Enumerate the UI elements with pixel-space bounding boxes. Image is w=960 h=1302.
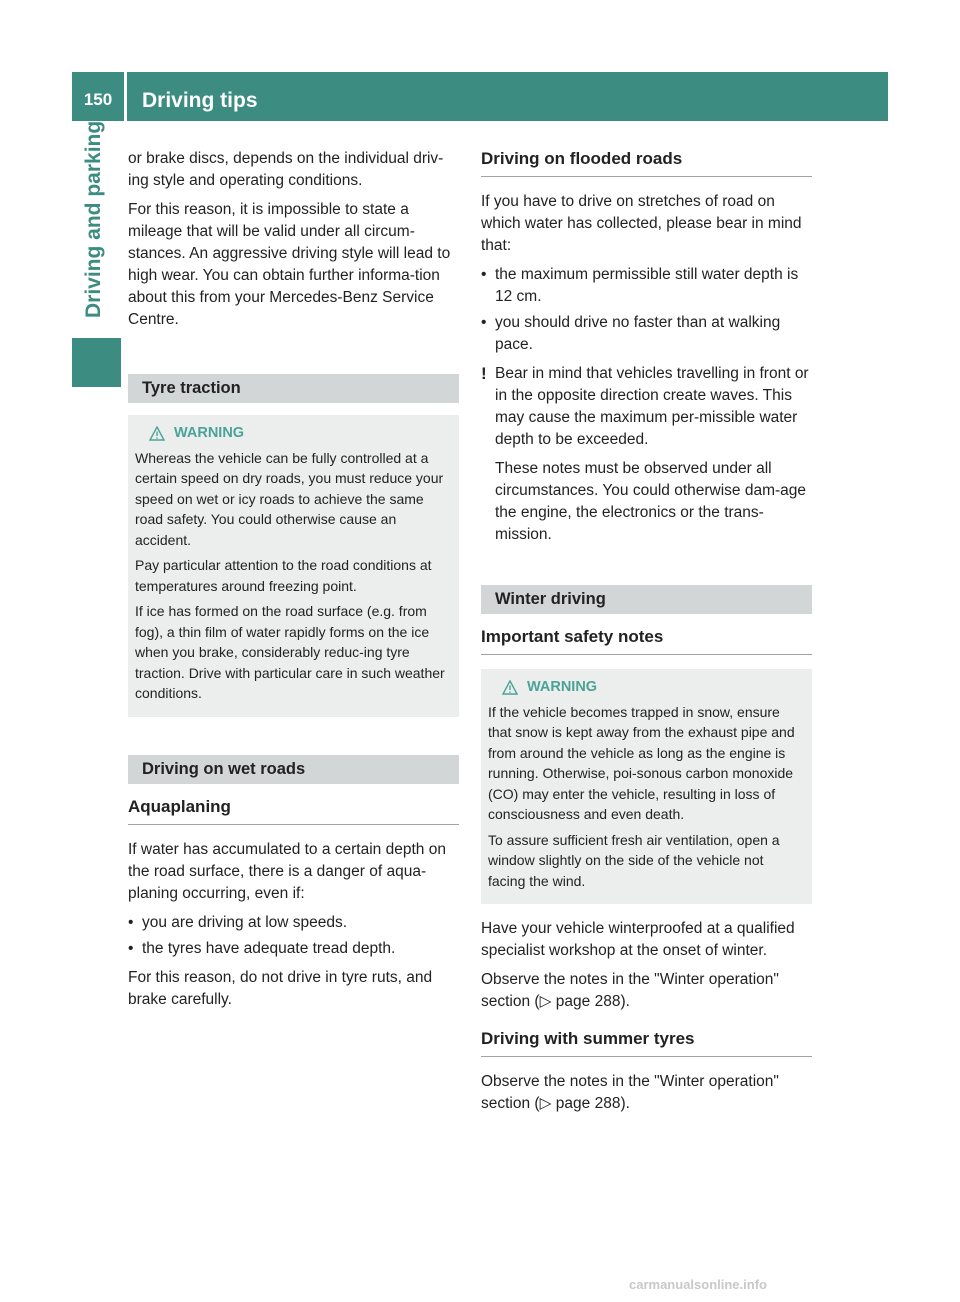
note-text: Bear in mind that vehicles travelling in front or in the opposite direction create waves. This may cause the maximum per-missible water depth to be exceeded.: [495, 365, 809, 448]
left-column: [128, 148, 459, 1018]
section-heading-wet-roads: Driving on wet roads: [128, 755, 459, 784]
warning-text: If ice has formed on the road surface (e.g. from fog), a thin film of water rapidly forms on the ice when you brake, considerably reduc-ing tyre traction. Drive with particular care in such weather conditions.: [135, 603, 445, 701]
list-item: • the maximum permissible still water depth is 12 cm.: [481, 264, 812, 308]
subheading-safety-notes: Important safety notes: [481, 626, 812, 655]
caution-note: [481, 363, 812, 546]
subheading-flooded-roads: Driving on flooded roads: [481, 148, 812, 177]
warning-text: To assure sufficient fresh air ventilation, open a window slightly on the side of the vehicle not facing the wind.: [488, 831, 780, 889]
warning-box: [481, 669, 812, 904]
subheading-aquaplaning: Aquaplaning: [128, 796, 459, 825]
side-tab-label: Driving and parking: [82, 120, 105, 318]
warning-text: Pay particular attention to the road conditions at temperatures around freezing point.: [135, 557, 432, 594]
subheading-summer-tyres: Driving with summer tyres: [481, 1028, 812, 1057]
list-item: • you should drive no faster than at walking pace.: [481, 312, 812, 356]
warning-triangle-icon: [502, 680, 518, 695]
header-divider: [124, 72, 127, 121]
body-paragraph: Observe the notes in the "Winter operation" section (▷ page 288).: [481, 971, 779, 1010]
page-title: Driving tips: [142, 89, 258, 112]
bullet-list: [128, 912, 459, 960]
warning-text: If the vehicle becomes trapped in snow, ensure that snow is kept away from the exhaust pipe and from around the vehicle as long as the engine is running. Otherwise, poi-sonous carbon monoxide (CO) may enter the vehicle, resulting in loss of consciousness and even death.: [488, 703, 795, 822]
body-paragraph: Have your vehicle winterproofed at a qualified specialist workshop at the onset of winter.: [481, 920, 795, 959]
list-item: • the tyres have adequate tread depth.: [128, 938, 459, 960]
note-text: These notes must be observed under all circumstances. You could otherwise dam-age the engine, the electronics or the trans-mission.: [495, 460, 807, 543]
bullet-list: [481, 264, 812, 356]
warning-text: Whereas the vehicle can be fully controlled at a certain speed on dry roads, you must reduce your speed on wet or icy roads to achieve the same road safety. You could otherwise cause an accident.: [135, 449, 444, 548]
warning-box: [128, 415, 459, 717]
section-heading-winter-driving: Winter driving: [481, 585, 812, 614]
page-number: 150: [83, 90, 113, 109]
list-item: • you are driving at low speeds.: [128, 912, 459, 934]
body-paragraph: If you have to drive on stretches of road on which water has collected, please bear in mind that:: [481, 193, 802, 254]
intro-paragraph: or brake discs, depends on the individual driv-ing style and operating conditions.: [128, 150, 444, 189]
intro-paragraph: For this reason, it is impossible to state a mileage that will be valid under all circum-stances. An aggressive driving style will lead to high wear. You can obtain further informa-tion about this from your Mercedes-Benz Service Centre.: [128, 201, 451, 328]
body-paragraph: Observe the notes in the "Winter operation" section (▷ page 288).: [481, 1073, 779, 1112]
section-heading-tyre-traction: Tyre traction: [128, 374, 459, 403]
right-column: [481, 148, 812, 1122]
warning-triangle-icon: [149, 426, 165, 441]
warning-label: WARNING: [527, 679, 598, 695]
warning-label: WARNING: [174, 425, 245, 441]
side-tab-block: [72, 338, 121, 387]
watermark-text: carmanualsonline.info: [629, 1277, 767, 1292]
body-paragraph: For this reason, do not drive in tyre ruts, and brake carefully.: [128, 968, 433, 1008]
exclamation-icon: !: [481, 364, 487, 383]
body-paragraph: If water has accumulated to a certain depth on the road surface, there is a danger of aqua-planing occurring, even if:: [128, 840, 446, 902]
